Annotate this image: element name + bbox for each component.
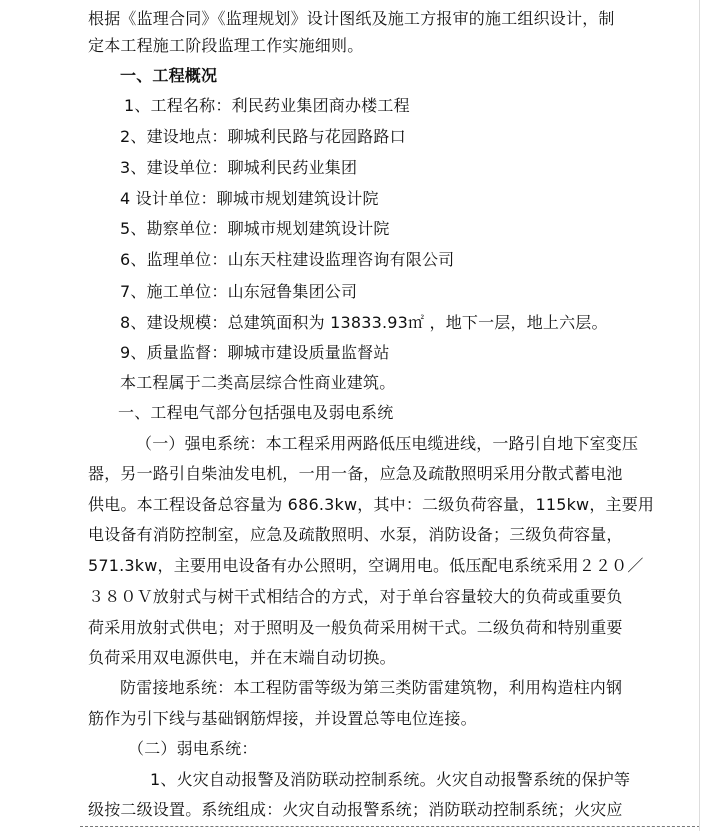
paragraph-line: 筋作为引下线与基础钢筋焊接，并设置总等电位连接。 bbox=[88, 709, 477, 728]
section-heading: 一、工程电气部分包括强电及弱电系统 bbox=[118, 403, 394, 422]
list-item: 1、工程名称：利民药业集团商办楼工程 bbox=[124, 96, 410, 115]
paragraph-line: （一）强电系统：本工程采用两路低压电缆进线，一路引自地下室变压 bbox=[136, 434, 639, 453]
paragraph-line: 器，另一路引自柴油发电机，一用一备，应急及疏散照明采用分散式蓄电池 bbox=[88, 464, 623, 483]
list-item: 6、监理单位：山东天柱建设监理咨询有限公司 bbox=[120, 250, 455, 269]
page-right-edge bbox=[699, 0, 700, 831]
paragraph-line: 电设备有消防控制室，应急及疏散照明、水泵，消防设备；三级负荷容量， bbox=[88, 525, 623, 544]
paragraph-line: 供电。本工程设备总容量为 686.3kw，其中：二级负荷容量，115kw，主要用 bbox=[88, 495, 655, 514]
paragraph-line: 571.3kw，主要用电设备有办公照明，空调用电。低压配电系统采用２２０／ bbox=[88, 556, 644, 575]
list-item: 9、质量监督：聊城市建设质量监督站 bbox=[120, 343, 390, 362]
paragraph-line: 定本工程施工阶段监理工作实施细则。 bbox=[88, 36, 364, 55]
list-item: 5、勘察单位：聊城市规划建筑设计院 bbox=[120, 219, 390, 238]
list-item: 7、施工单位：山东冠鲁集团公司 bbox=[120, 282, 358, 301]
section-heading: 一、工程概况 bbox=[120, 66, 218, 85]
section-heading: （二）弱电系统： bbox=[128, 739, 258, 758]
list-item: 4 设计单位：聊城市规划建筑设计院 bbox=[120, 189, 379, 208]
list-item: 2、建设地点：聊城利民路与花园路路口 bbox=[120, 127, 406, 146]
paragraph-line: 1、火灾自动报警及消防联动控制系统。火灾自动报警系统的保护等 bbox=[150, 770, 631, 789]
paragraph-line: 防雷接地系统：本工程防雷等级为第三类防雷建筑物，利用构造柱内钢 bbox=[120, 678, 623, 697]
list-item: 3、建设单位：聊城利民药业集团 bbox=[120, 158, 358, 177]
paragraph-line: 荷采用放射式供电；对于照明及一般负荷采用树干式。二级负荷和特别重要 bbox=[88, 618, 623, 637]
paragraph-line: 级按二级设置。系统组成：火灾自动报警系统；消防联动控制系统；火灾应 bbox=[88, 800, 623, 819]
paragraph-line: ３８０Ｖ放射式与树干式相结合的方式，对于单台容量较大的负荷或重要负 bbox=[88, 587, 623, 606]
page-bottom-divider bbox=[80, 826, 700, 827]
list-item: 8、建设规模：总建筑面积为 13833.93㎡ ，地下一层，地上六层。 bbox=[120, 313, 608, 332]
paragraph-line: 负荷采用双电源供电，并在末端自动切换。 bbox=[88, 648, 396, 667]
paragraph-line: 根据《监理合同》《监理规划》设计图纸及施工方报审的施工组织设计，制 bbox=[88, 9, 615, 28]
paragraph-line: 本工程属于二类高层综合性商业建筑。 bbox=[120, 373, 396, 392]
